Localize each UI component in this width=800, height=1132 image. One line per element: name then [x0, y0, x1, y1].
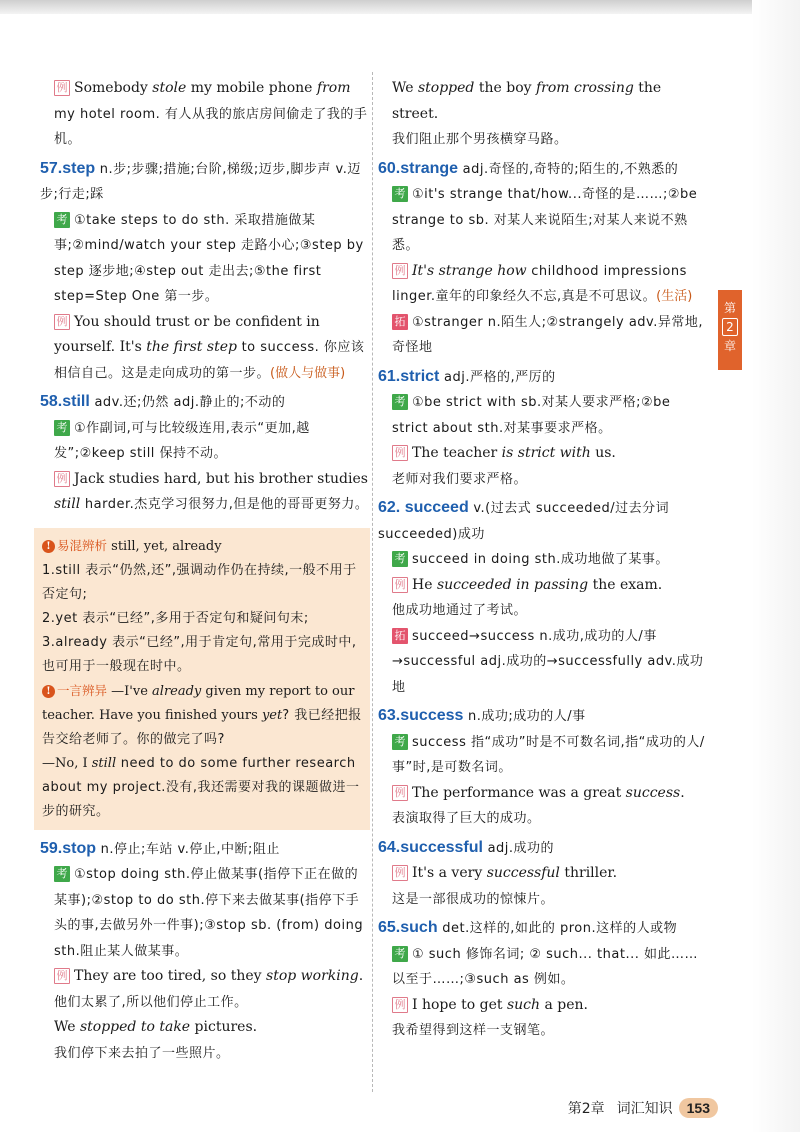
kao-58: 考 ①作副词,可与比较级连用,表示“更加,越发”;②keep still 保持不动。 — [54, 420, 310, 461]
example-65: 例 I hope to get such a pen. — [378, 993, 706, 1019]
entry-62-succeed — [378, 495, 706, 547]
page-footer — [568, 1098, 718, 1118]
definition: adj.严格的,严厉的 — [439, 369, 556, 385]
box-item: 3.already 表示“已经”,用于肯定句,常用于完成时中,也可用于一般现在时中。 — [42, 634, 357, 674]
box-item: 2.yet 表示“已经”,多用于否定句和疑问句末; — [42, 610, 309, 626]
example-translation: 他成功地通过了考试。 — [392, 603, 528, 618]
example-59b: We stopped to take pictures. — [54, 1019, 258, 1035]
footer-chapter: 第2章 — [567, 1101, 605, 1117]
entry-57-step — [40, 156, 370, 208]
example-translation: 他们太累了,所以他们停止工作。 — [54, 994, 248, 1010]
example-60: 例 It's strange how childhood impressions linger.童年的印象经久不忘,真是不可思议。(生活) — [392, 262, 693, 304]
example-62: 例 He succeeded in passing the exam. — [378, 573, 706, 599]
entry-63-success — [378, 703, 706, 730]
page-right-margin — [752, 0, 800, 1132]
entry-60-strange — [378, 156, 706, 183]
left-column — [40, 76, 370, 1066]
definition: n.停止;车站 v.停止,中断;阻止 — [96, 841, 280, 857]
box-title-2: ! 一言辨异 —I've already given my report to our teacher. Have you finished yours yet? 我已经把报告交给老师了。你的做完了吗? — [42, 682, 362, 747]
kao-tag: 考 — [392, 734, 408, 750]
example-63: 例 The performance was a great success. — [378, 781, 706, 807]
definition: v.(过去式 succeeded/过去分词 succeeded)成功 — [378, 501, 670, 542]
entry-59-stop — [40, 836, 370, 863]
kao-61: 考 ①be strict with sb.对某人要求严格;②be strict about sth.对某事要求严格。 — [392, 395, 671, 436]
right-column — [378, 76, 706, 1044]
kao-62: 考 succeed in doing sth.成功地做了某事。 — [378, 547, 706, 573]
definition: adj.奇怪的,奇特的;陌生的,不熟悉的 — [458, 161, 679, 177]
headword: 60.strange — [378, 159, 459, 177]
example-57: 例 You should trust or be confident in yourself. It's the first step to success. 你应该相信自己。这是走向成功的第一步。(做人与做事) — [54, 313, 365, 381]
chapter-side-tab: 第 2 章 — [718, 290, 742, 370]
box-title-1: ! 易混辨析 still, yet, already — [42, 534, 362, 559]
example-tag: 例 — [54, 314, 70, 330]
warning-icon: ! — [42, 685, 55, 698]
example-tag: 例 — [392, 263, 408, 279]
headword: 62. succeed — [378, 499, 469, 516]
example-58: 例 Jack studies hard, but his brother studies still harder.杰克学习很努力,但是他的哥哥更努力。 — [54, 470, 369, 512]
page-top-edge — [0, 0, 800, 14]
extension-tag: 拓 — [392, 628, 408, 644]
kao-59: 考 ①stop doing sth.停止做某事(指停下正在做的某事);②stop to do sth.停下来去做某事(指停下手头的事,去做另外一件事);③stop sb. (from) doing sth.阻止某人做某事。 — [54, 867, 364, 959]
headword: 64.successful — [378, 838, 483, 856]
entry-61-strict — [378, 364, 706, 391]
footer-section: 词汇知识 — [616, 1101, 673, 1117]
tuo-60: 拓 ①stranger n.陌生人;②strangely adv.异常地,奇怪地 — [392, 314, 703, 355]
example-translation: 我们阻止那个男孩横穿马路。 — [392, 132, 568, 147]
definition: n.步;步骤;措施;台阶,梯级;迈步,脚步声 v.迈步;行走;踩 — [40, 161, 361, 202]
kao-65: 考 ① such 修饰名词; ② such... that... 如此……以至于……;③such as 例如。 — [392, 946, 698, 987]
definition: adj.成功的 — [482, 840, 555, 856]
example-tag: 例 — [392, 445, 408, 461]
kao-60: 考 ①it's strange that/how...奇怪的是……;②be strange to sb. 对某人来说陌生;对某人来说不熟悉。 — [392, 187, 698, 253]
example-59: 例 They are too tired, so they stop working. — [40, 964, 370, 990]
example-tag: 例 — [392, 785, 408, 801]
example-tag: 例 — [392, 865, 408, 881]
kao-tag: 考 — [392, 946, 408, 962]
example-64: 例 It's a very successful thriller. — [378, 861, 706, 887]
confusion-box — [34, 528, 370, 830]
definition: n.成功;成功的人/事 — [463, 709, 586, 724]
kao-tag: 考 — [392, 394, 408, 410]
page-number: 153 — [679, 1098, 718, 1118]
example-translation: 我们停下来去拍了一些照片。 — [54, 1045, 230, 1061]
headword: 57.step — [40, 159, 96, 177]
extension-tag: 拓 — [392, 314, 408, 330]
headword: 59.stop — [40, 839, 97, 857]
column-divider — [372, 72, 373, 1092]
kao-tag: 考 — [392, 186, 408, 202]
headword: 63.success — [378, 707, 464, 724]
kao-tag: 考 — [54, 212, 70, 228]
kao-63: 考 success 指“成功”时是不可数名词,指“成功的人/事”时,是可数名词。 — [392, 734, 705, 775]
example-translation: 老师对我们要求严格。 — [392, 471, 528, 487]
warning-icon: ! — [42, 540, 55, 553]
box-dialogue: —No, I still need to do some further research about my project.没有,我还需要对我的课题做进一步的研究。 — [42, 755, 360, 819]
example-61: 例 The teacher is strict with us. — [378, 441, 706, 467]
entry-64-successful — [378, 835, 706, 862]
headword: 65.such — [378, 919, 438, 936]
example-tag: 例 — [54, 968, 70, 984]
box-item: 1.still 表示“仍然,还”,强调动作仍在持续,一般不用于否定句; — [42, 562, 357, 602]
entry-65-such — [378, 915, 706, 942]
example-translation: 表演取得了巨大的成功。 — [392, 811, 541, 826]
example-tag: 例 — [54, 80, 70, 96]
headword: 58.still — [40, 393, 90, 410]
example-translation: 这是一部很成功的惊悚片。 — [392, 891, 555, 907]
example-56: 例 Somebody stole my mobile phone from my hotel room. 有人从我的旅店房间偷走了我的手机。 — [54, 80, 368, 147]
definition: det.这样的,如此的 pron.这样的人或物 — [437, 921, 678, 936]
entry-58-still — [40, 389, 370, 416]
example-tag: 例 — [54, 471, 70, 487]
tuo-62: 拓 succeed→success n.成功,成功的人/事→successful adj.成功的→successfully adv.成功地 — [392, 628, 704, 695]
definition: adv.还;仍然 adj.静止的;不动的 — [89, 395, 286, 410]
example-59c: We stopped the boy from crossing the street. — [392, 80, 662, 122]
headword: 61.strict — [378, 367, 440, 385]
example-tag: 例 — [392, 577, 408, 593]
example-tag: 例 — [392, 997, 408, 1013]
kao-tag: 考 — [54, 866, 70, 882]
kao-57: 考 ①take steps to do sth. 采取措施做某事;②mind/watch your step 走路小心;③step by step 逐步地;④step out 走出去;⑤the first step=Step One 第一步。 — [54, 212, 364, 304]
example-translation: 我希望得到这样一支钢笔。 — [392, 1023, 555, 1038]
kao-tag: 考 — [54, 420, 70, 436]
kao-tag: 考 — [392, 551, 408, 567]
